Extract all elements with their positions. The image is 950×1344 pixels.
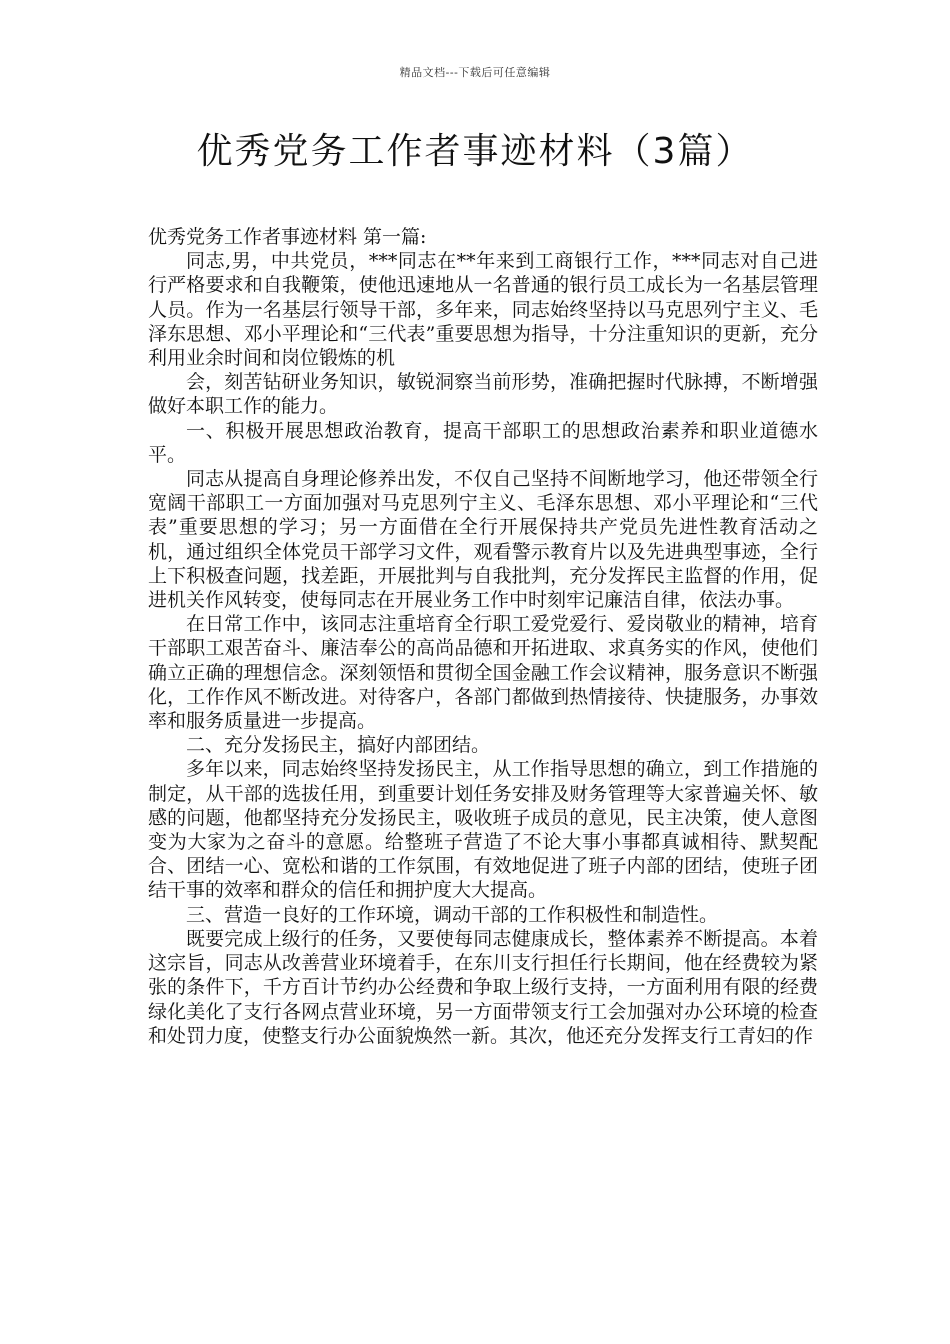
paragraph: 在日常工作中，该同志注重培育全行职工爱党爱行、爱岗敬业的精神，培育干部职工艰苦奋斗、廉洁奉公的高尚品德和开拓进取、求真务实的作风，使他们确立正确的理想信念。深刻领悟和贯彻全国金融工作会议精神，服务意识不断强化，工作作风不断改进。对待客户，各部门都做到热情接待、快捷服务，办事效率和服务质量进一步提高。 xyxy=(148,613,818,733)
document-body xyxy=(148,225,818,1048)
page-header-note: 精品文档---下载后可任意编辑 xyxy=(399,66,551,79)
subsection-heading: 三、营造一良好的工作环境，调动干部的工作积极性和制造性。 xyxy=(186,903,719,926)
section-heading: 优秀党务工作者事迹材料 第一篇: xyxy=(148,226,427,248)
subsection-heading: 一、积极开展思想政治教育，提高干部职工的思想政治素养和职业道德水平。 xyxy=(148,419,818,466)
paragraph: 多年以来，同志始终坚持发扬民主，从工作指导思想的确立，到工作措施的制定，从干部的选拔任用，到重要计划任务安排及财务管理等大家普遍关怀、敏感的问题，他都坚持充分发扬民主，吸收班子成员的意见，民主决策，使人意图变为大家为之奋斗的意愿。给整班子营造了不论大事小事都真诚相待、默契配合、团结一心、宽松和谐的工作氛围，有效地促进了班子内部的团结，使班子团结干事的效率和群众的信任和拥护度大大提高。 xyxy=(148,758,818,902)
subsection-heading: 二、充分发扬民主，搞好内部团结。 xyxy=(186,734,491,757)
document-title: 优秀党务工作者事迹材料（3篇） xyxy=(196,131,754,172)
paragraph: 既要完成上级行的任务，又要使每同志健康成长，整体素养不断提高。本着这宗旨，同志从改善营业环境着手，在东川支行担任行长期间，他在经费较为紧张的条件下，千方百计节约办公经费和争取上级行支持，一方面利用有限的经费绿化美化了支行各网点营业环境，另一方面带领支行工会加强对办公环境的检查和处罚力度，使整支行办公面貌焕然一新。其次，他还充分发挥支行工青妇的作 xyxy=(148,927,818,1047)
paragraph: 同志从提高自身理论修养出发，不仅自己坚持不间断地学习，他还带领全行宽阔干部职工一方面加强对马克思列宁主义、毛泽东思想、邓小平理论和“三代表”重要思想的学习；另一方面借在全行开展保持共产党员先进性教育活动之机，通过组织全体党员干部学习文件，观看警示教育片以及先进典型事迹，全行上下积极查问题，找差距，开展批判与自我批判，充分发挥民主监督的作用，促进机关作风转变，使每同志在开展业务工作中时刻牢记廉洁自律，依法办事。 xyxy=(148,468,818,612)
paragraph: 同志,男，中共党员，***同志在**年来到工商银行工作，***同志对自己进行严格要求和自我鞭策，使他迅速地从一名普通的银行员工成长为一名基层管理人员。作为一名基层行领导干部，多年来，同志始终坚持以马克思列宁主义、毛泽东思想、邓小平理论和“三代表”重要思想为指导，十分注重知识的更新，充分利用业余时间和岗位锻炼的机 xyxy=(148,250,818,370)
paragraph: 会，刻苦钻研业务知识，敏锐洞察当前形势，准确把握时代脉搏，不断增强做好本职工作的能力。 xyxy=(148,371,818,418)
